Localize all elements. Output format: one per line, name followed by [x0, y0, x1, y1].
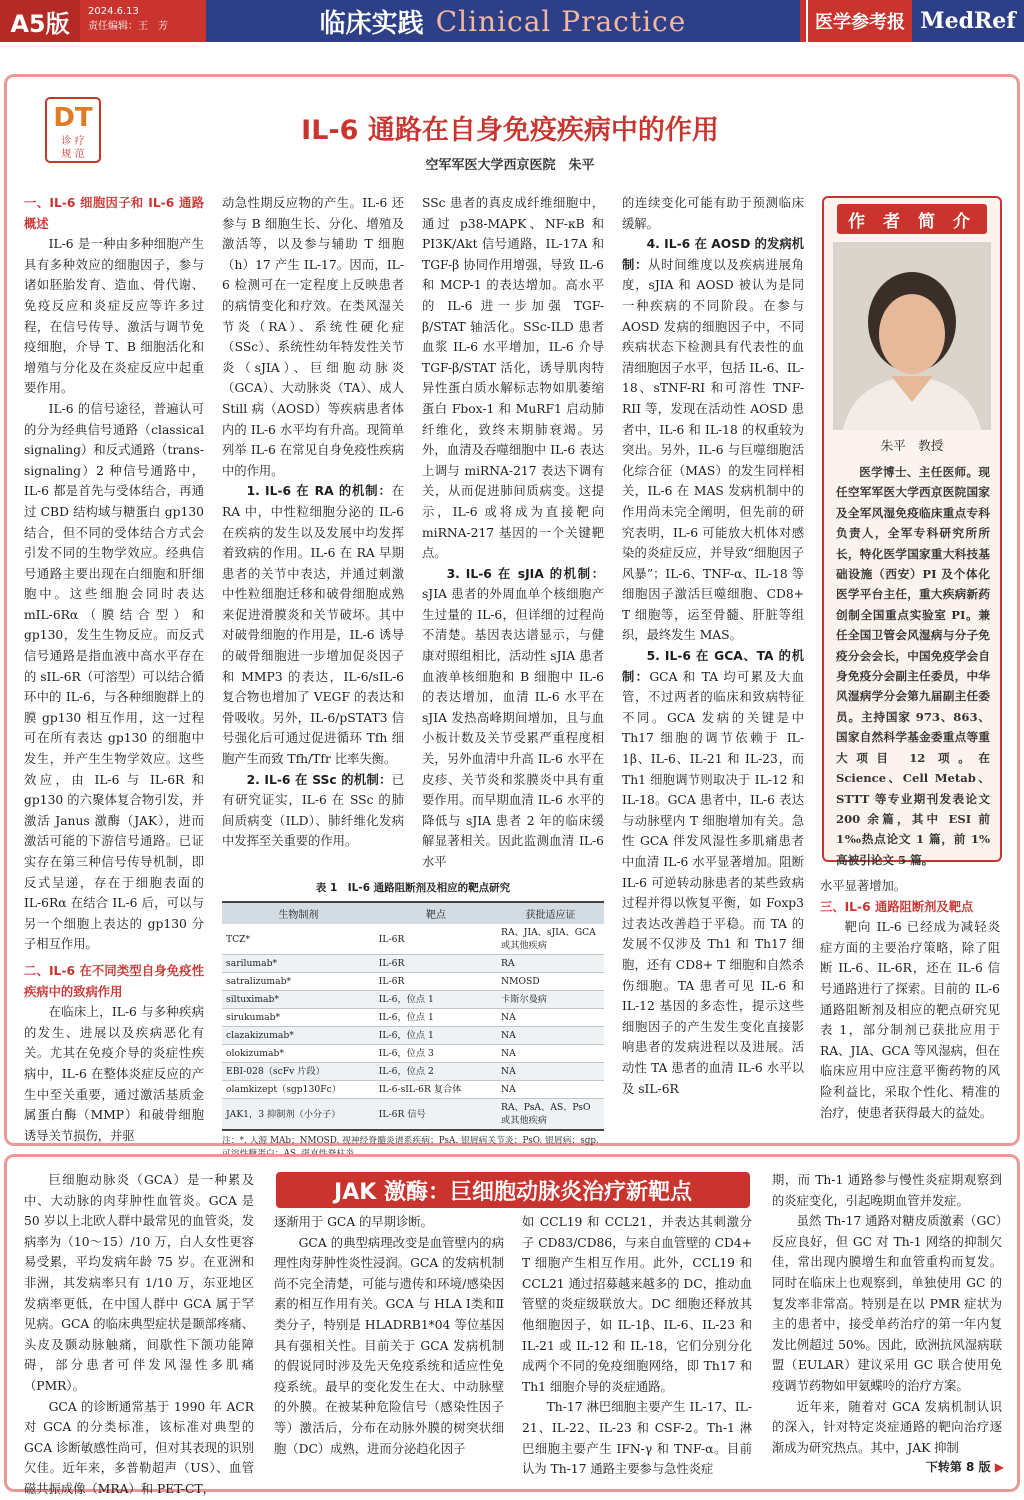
paragraph: 如 CCL19 和 CCL21，并表达其刺激分子 CD83/CD86，与来自血管壁的 CD4+ T 细胞产生相互作用。此外，CCL19 和 CCL21 通过招募越来越多的 DC，推动血管壁的炎症级联放大。DC 细胞还释放其他细胞因子，如 IL-1β、IL-6、IL-23 和 IL-21 或 IL-12 和 IL-18，它们分别分化成两个不同的免疫细胞网络，即 Th17 和 Th1 细胞介导的炎症通路。 — [522, 1215, 752, 1394]
table-row — [222, 991, 604, 1009]
table-cell: IL-6，位点 1 — [375, 1027, 497, 1045]
logo-line1: 诊 疗 — [61, 136, 85, 147]
paragraph: IL-6 的信号途径，普遍认可的分为经典信号通路（classical signaling）和反式通路（trans-signaling）2 种信号通路中，IL-6 都是首先与受体结合，再通过 CBD 结构域与糖蛋白 gp130 结合，但不同的受体结合方式会引发不同的生物学效应。经典信号通路主要出现在白细胞和肝细胞中。这些细胞会同时表达 mIL-6Rα（膜结合型）和 gp130，发生生物反应。而反式信号通路是指血液中高水平存在的 sIL-6R（可溶型）可以结合循环中的 IL-6，与各种细胞群上的膜 gp130 相互作用，这一过程可在所有表达 gp130 的细胞中发生，并产生生物学效应。这些效应，由 IL-6 与 IL-6R 和 gp130 的六聚体复合物引发，并激活 Janus 激酶（JAK），进而激活可能的下游信号通路。已证实存在第三种信号传导机制，即反式呈递，存在于细胞表面的 IL-6Rα 在结合 IL-6 后，可以与另一个细胞上表达的 gp130 分子相互作用。 — [24, 401, 204, 952]
section-heading-3: 三、IL-6 通路阻断剂及靶点 — [820, 899, 974, 914]
table-cell: satralizumab* — [222, 973, 375, 991]
table-cell: JAK1，3 抑制剂（小分子） — [222, 1099, 375, 1131]
paragraph: 从时间维度以及疾病进展角度，sJIA 和 AOSD 被认为是同一种疾病的不同阶段。在参与 AOSD 发病的细胞因子中，不同疾病状态下检测具有代表性的血清细胞因子水平，包括 IL-6、IL-18、sTNF-RI 和可溶性 TNF-RII 等，发现在活动性 AOSD 患者中，IL-6 和 IL-18 的权重较为突出。另外，IL-6 与巨噬细胞活化综合征（MAS）的发生同样相关，IL-6 在 MAS 发病机制中的作用尚未完全阐明，但先前的研究表明，IL-6 可能放大机体对感染的炎症反应，并导致“细胞因子风暴”；IL-6、TNF-α、IL-18 等细胞因子激活巨噬细胞、CD8+ T 细胞等，运至骨髓、肝脏等组织，最终发生 MAS。 — [622, 257, 804, 643]
table-row — [222, 924, 604, 955]
table-cell: NA — [497, 1045, 604, 1063]
paragraph: SSc 患者的真皮成纤维细胞中，通过 p38-MAPK、NF-κB 和 PI3K/Akt 信号通路，IL-17A 和 TGF-β 协同作用增强，导致 IL-6 和 MCP-1 的表达增加。高水平的 IL-6 进一步加强 TGF-β/STAT 轴活化。SSc-ILD 患者血浆 IL-6 水平增加，IL-6 介导 TGF-β/STAT 活化，诱导肌肉特异性蛋白质水解标志物如肌萎缩蛋白 Fbox-1 和 MuRF1 启动肺纤维化，致终末期肺衰竭。另外，血清及吞噬细胞中 IL-6 表达上调与 miRNA-217 表达下调有关，从而促进肺间质病变。这提示，IL-6 或将成为直接靶向 miRNA-217 基因的一个关键靶点。 — [422, 196, 604, 561]
subheading-sjia: 3. IL-6 在 sJIA 的机制： — [446, 566, 604, 581]
bottom-column-4 — [772, 1170, 1002, 1458]
text-column-3 — [422, 193, 604, 873]
section-heading-2: 二、IL-6 在不同类型自身免疫性疾病中的致病作用 — [24, 964, 204, 999]
bottom-column-2 — [274, 1212, 504, 1480]
table-cell: NA — [497, 1081, 604, 1099]
table-header: 获批适应证 — [497, 902, 604, 924]
paragraph: 水平显著增加。 — [820, 879, 907, 893]
paragraph: 的连续变化可能有助于预测临床缓解。 — [622, 196, 804, 231]
continued-text: 下转第 8 版 — [925, 1460, 991, 1474]
paragraph: 虽然 Th-17 通路对糖皮质激素（GC）反应良好，但 GC 对 Th-1 网络的抑制欠佳，常出现内膜增生和血管重构而复发。同时在临床上也观察到，单独使用 GC 的复发率非常高。特别是在以 PMR 症状为主的患者中，接受单药治疗的第一年内复发比例超过 50%。因此，欧洲抗风湿病联盟（EULAR）建议采用 GC 联合使用免疫调节药物如甲氨蝶呤的治疗方案。 — [772, 1214, 1002, 1393]
table-cell: IL-6，位点 2 — [375, 1063, 497, 1081]
issue-date: 2024.6.13 — [88, 6, 139, 17]
subheading-gca-ta: 5. IL-6 在 GCA、TA 的机制： — [622, 649, 804, 684]
text-column-2 — [222, 193, 404, 873]
text-column-5 — [820, 876, 1000, 1142]
table-cell: EBI-028（scFv 片段） — [222, 1063, 375, 1081]
paragraph: 动急性期反应物的产生。IL-6 还参与 B 细胞生长、分化、增殖及激活等，以及参与辅助 T 细胞（h）17 产生 IL-17。因而，IL-6 检测可在一定程度上反映患者的病情变化和疗效。在类风湿关节炎（RA）、系统性硬化症（SSc）、系统性幼年特发性关节炎（sJIA）、巨细胞动脉炎（GCA）、大动脉炎（TA）、成人 Still 病（AOSD）等疾病患者体内的 IL-6 水平均有升高。现简单列举 IL-6 在常见自身免疫性疾病中的作用。 — [222, 196, 404, 478]
table-caption: 表 1 IL-6 通路阻断剂及相应的靶点研究 — [315, 882, 511, 894]
bottom-article-title: JAK 激酶：巨细胞动脉炎治疗新靶点 — [276, 1172, 750, 1208]
table-row — [222, 1009, 604, 1027]
section-heading-1: 一、IL-6 细胞因子和 IL-6 通路概述 — [24, 196, 204, 231]
table-cell: olokizumab* — [222, 1045, 375, 1063]
author-bio — [824, 454, 1000, 870]
table-row — [222, 1063, 604, 1081]
blocker-table — [222, 880, 604, 1146]
paragraph: 近年来，随着对 GCA 发病机制认识的深入，针对特定炎症通路的靶向治疗逐渐成为研究热点。其中，JAK 抑制 — [772, 1399, 1002, 1455]
table-note: 注：*. 人源 MAb；NMOSD. 视神经脊髓炎谱系疾病；PsA. 银屑病关节炎；PsO. 银屑病；sgp. — [222, 1136, 599, 1146]
brand-logo: MedRef — [912, 0, 1024, 42]
paragraph: GCA 的典型病理改变是血管壁内的病理性肉芽肿性炎性浸润。GCA 的发病机制尚不完全清楚，可能与遗传和环境/感染因素的相互作用有关。GCA 与 HLA Ⅰ类和Ⅱ类分子，特别是 HLADRB1*04 等位基因具有强相关性。目前关于 GCA 发病机制的假说同时涉及先天免疫系统和适应性免疫系统。最早的变化发生在大、中动脉壁的外膜。在被某种危险信号（感染性因子等）激活后，分布在动脉外膜的树突状细胞（DC）成熟，进而分泌趋化因子 — [274, 1235, 504, 1456]
column-title-cn: 临床实践 — [319, 8, 424, 39]
logo-letters: DT — [53, 103, 93, 133]
paragraph: 逐渐用于 GCA 的早期诊断。 — [274, 1215, 433, 1229]
table-cell: NA — [497, 1027, 604, 1045]
table-cell: sirukumab* — [222, 1009, 375, 1027]
article-byline: 空军军医大学西京医院 朱平 — [425, 158, 595, 173]
table-row — [222, 973, 604, 991]
masthead — [0, 0, 1024, 42]
table-cell: IL-6，位点 3 — [375, 1045, 497, 1063]
author-photo — [833, 242, 991, 430]
table-cell: olamkizept（sgp130Fc） — [222, 1081, 375, 1099]
table-header-row — [222, 902, 604, 924]
column-logo-icon — [44, 96, 102, 164]
table-cell: siltuximab* — [222, 991, 375, 1009]
table-cell: NA — [497, 1009, 604, 1027]
edition-label: A5版 — [0, 0, 80, 42]
subheading-aosd: 4. IL-6 在 AOSD 的发病机制： — [622, 237, 804, 272]
table-cell: RA、PsA、AS、PsO 或其他疾病 — [497, 1099, 604, 1131]
table-header: 生物制剂 — [222, 902, 375, 924]
issue-meta — [80, 0, 200, 42]
table-cell: NMOSD — [497, 973, 604, 991]
paper-name: 医学参考报 — [806, 0, 912, 42]
table-cell: IL-6-sIL-6R 复合体 — [375, 1081, 497, 1099]
editor-credit: 责任编辑：王 芳 — [88, 21, 168, 32]
author-bio-text: 医学博士、主任医师。现任空军军医大学西京医院国家及全军风湿免疫临床重点专科负责人，全军专科研究所所长，特化医学国家重大科技基础设施（西安）PI 及个体化医学平台主任，重大疾病新药创制全国重点实验室 PI。兼任全国卫管会风湿病与分子免疫分会会长，中国免疫学会自身免疫分会副主任委员，中华风湿病学分会第九届副主任委员。主持国家 973、863、国家自然科学基金委重点等重大项目 12 项。在 Science、Cell Metab、STTT 等专业期刊发表论文 200 余篇，其中 ESI 前 1‰热点论文 1 篇，前 1% 高被引论文 5 篇。 — [836, 465, 990, 867]
table-cell: sarilumab* — [222, 955, 375, 973]
table-cell: TCZ* — [222, 924, 375, 955]
table-row — [222, 1045, 604, 1063]
text-column-4 — [622, 193, 804, 1141]
play-arrow-icon: ▶ — [994, 1460, 1004, 1474]
table-cell: clazakizumab* — [222, 1027, 375, 1045]
table-cell: IL-6，位点 1 — [375, 991, 497, 1009]
text-column-1 — [24, 193, 204, 961]
paragraph: 在临床上，IL-6 与多种疾病的发生、进展以及疾病恶化有关。尤其在免疫介导的炎症性疾病中，IL-6 在整体炎症反应的产生中至关重要，通过激活基质金属蛋白酶（MMP）和破骨细胞诱导关节损伤，并驱 — [24, 1005, 204, 1143]
table-cell: IL-6，位点 1 — [375, 1009, 497, 1027]
table-cell: 卡斯尔曼病 — [497, 991, 604, 1009]
column-title-en: Clinical Practice — [435, 4, 687, 38]
author-profile-box — [822, 196, 1002, 867]
continued-link[interactable] — [880, 1458, 1004, 1475]
table-header: 靶点 — [375, 902, 497, 924]
paragraph: 巨细胞动脉炎（GCA）是一种累及中、大动脉的肉芽肿性血管炎。GCA 是 50 岁以上北欧人群中最常见的血管炎，发病率为（10～15）/10 万，白人女性更容易受累，平均发病年龄 75 岁。在亚洲和非洲，其发病率只有 1/10 万，东亚地区发病率更低，在中国人群中 GCA 属于罕见病。GCA 的临床典型症状是颞部疼痛、头皮及颞动脉触痛，间歇性下颌功能障碍，部分患者可伴发风湿性多肌痛（PMR）。 — [24, 1173, 254, 1393]
table-row — [222, 1027, 604, 1045]
table-cell: RA、JIA、sJIA、GCA 或其他疾病 — [497, 924, 604, 955]
data-table — [222, 901, 604, 1131]
subheading-ra: 1. IL-6 在 RA 的机制： — [246, 484, 392, 499]
table-cell: IL-6R — [375, 973, 497, 991]
paragraph: 在 RA 中，中性粒细胞分泌的 IL-6 在疾病的发生以及发展中均发挥着致病的作用。IL-6 在 RA 早期患者的关节中表达，并通过刺激中性粒细胞迁移和破骨细胞成熟来促进滑膜炎和关节破坏。其中对破骨细胞的作用是，IL-6 诱导的破骨细胞进一步增加促炎因子和 MMP3 的表达，IL-6/sIL-6 复合物也增加了 VEGF 的表达和骨吸收。另外，IL-6/pSTAT3 信号强化后可通过促进循环 Tfh 细胞产生而致 Tfh/Tfr 比率失衡。 — [222, 484, 404, 767]
paragraph: 期，而 Th-1 通路参与慢性炎症期观察到的炎症变化，引起晚期血管并发症。 — [772, 1173, 1002, 1208]
logo-line2: 规 范 — [61, 149, 85, 160]
paragraph: Th-17 淋巴细胞主要产生 IL-17、IL-21、IL-22、IL-23 和 CSF-2。Th-1 淋巴细胞主要产生 IFN-γ 和 TNF-α。目前认为 Th-17 通路主要参与急性炎症 — [522, 1400, 752, 1477]
table-cell: IL-6R 信号 — [375, 1099, 497, 1131]
paragraph: GCA 和 TA 均可累及大血管，不过两者的临床和致病特征不同。GCA 发病的关键是中 Th17 细胞的调节依赖于 IL-1β、IL-6、IL-21 和 IL-23，而 Th1 细胞调节则取决于 IL-12 和 IL-18。GCA 患者中，IL-6 表达与动脉壁内 T 细胞增加有关。急性 GCA 伴发风湿性多肌痛患者中血清 IL-6 水平显著增加。阻断 IL-6 可逆转动脉患者的某些致病过程并得以恢复平衡，如 Foxp3 过表达改善趋于平稳。而 TA 的发展不仅涉及 Th1 和 Th17 细胞，还有 CD8+ T 细胞和自然杀伤细胞。TA 患者可见 IL-6 和 IL-12 基因的多态性，提示这些细胞因子的产生发生变化直接影响患者的发病进程以及进展。活动性 TA 患者的血清 IL-6 水平以及 sIL-6R — [622, 669, 804, 1096]
table-row — [222, 1081, 604, 1099]
paragraph: 靶向 IL-6 已经成为减轻炎症方面的主要治疗策略，除了阻断 IL-6、IL-6R，还在 IL-6 信号通路进行了探索。目前的 IL-6 通路阻断剂及相应的靶点研究见表 1，部分制剂已获批应用于 RA、JIA、GCA 等风湿病，但在临床应用中应注意平衡药物的风险利益比，采取个性化、精准的治疗，使患者获得最大的益处。 — [820, 920, 1000, 1120]
text-column-1-bottom — [24, 961, 204, 1141]
paragraph: 已有研究证实，IL-6 在 SSc 的肺间质病变（ILD）、肺纤维化发病中发挥至关重要的作用。 — [222, 772, 404, 849]
table-cell: RA — [497, 955, 604, 973]
subheading-ssc: 2. IL-6 在 SSc 的机制： — [246, 772, 392, 787]
author-box-heading: 作 者 简 介 — [837, 204, 987, 234]
bottom-column-1 — [24, 1170, 254, 1496]
table-cell: IL-6R — [375, 955, 497, 973]
paragraph: sJIA 患者的外周血单个核细胞产生过量的 IL-6，但详细的过程尚不清楚。基因表达谱显示，与健康对照组相比，活动性 sJIA 患者血液单核细胞和 B 细胞中 IL-6 的表达增加，血清 IL-6 水平在 sJIA 发热高峰期间增加，且与血小板计数及关节受累严重程度相关，另外血清中升高 IL-6 水平在皮疹、关节炎和浆膜炎中具有重要作用。而早期血清 IL-6 水平的降低与 sJIA 患者 2 年的临床缓解显著相关。因此监测血清 IL-6 水平 — [422, 587, 604, 869]
paragraph: IL-6 是一种由多种细胞产生具有多种效应的细胞因子，参与诸如胚胎发育、造血、骨代谢、免疫反应和炎症反应等许多过程，在信号传导、激活与调节免疫细胞，介导 T、B 细胞活化和增殖与分化及在炎症反应中起重要作用。 — [24, 237, 204, 396]
table-row — [222, 1099, 604, 1131]
table-row — [222, 955, 604, 973]
bottom-column-3 — [522, 1212, 752, 1480]
table-cell: NA — [497, 1063, 604, 1081]
paragraph: GCA 的诊断通常基于 1990 年 ACR 对 GCA 的分类标准，该标准对典型的 GCA 诊断敏感性尚可，但对其表现的识别欠佳。近年来，多普勒超声（US）、血管磁共振成像（MRA）和 PET-CT， — [24, 1399, 254, 1496]
article-title: IL-6 通路在自身免疫疾病中的作用 — [301, 115, 719, 146]
author-name: 朱平 教授 — [880, 438, 944, 453]
column-banner — [206, 0, 800, 42]
table-cell: IL-6R — [375, 924, 497, 955]
